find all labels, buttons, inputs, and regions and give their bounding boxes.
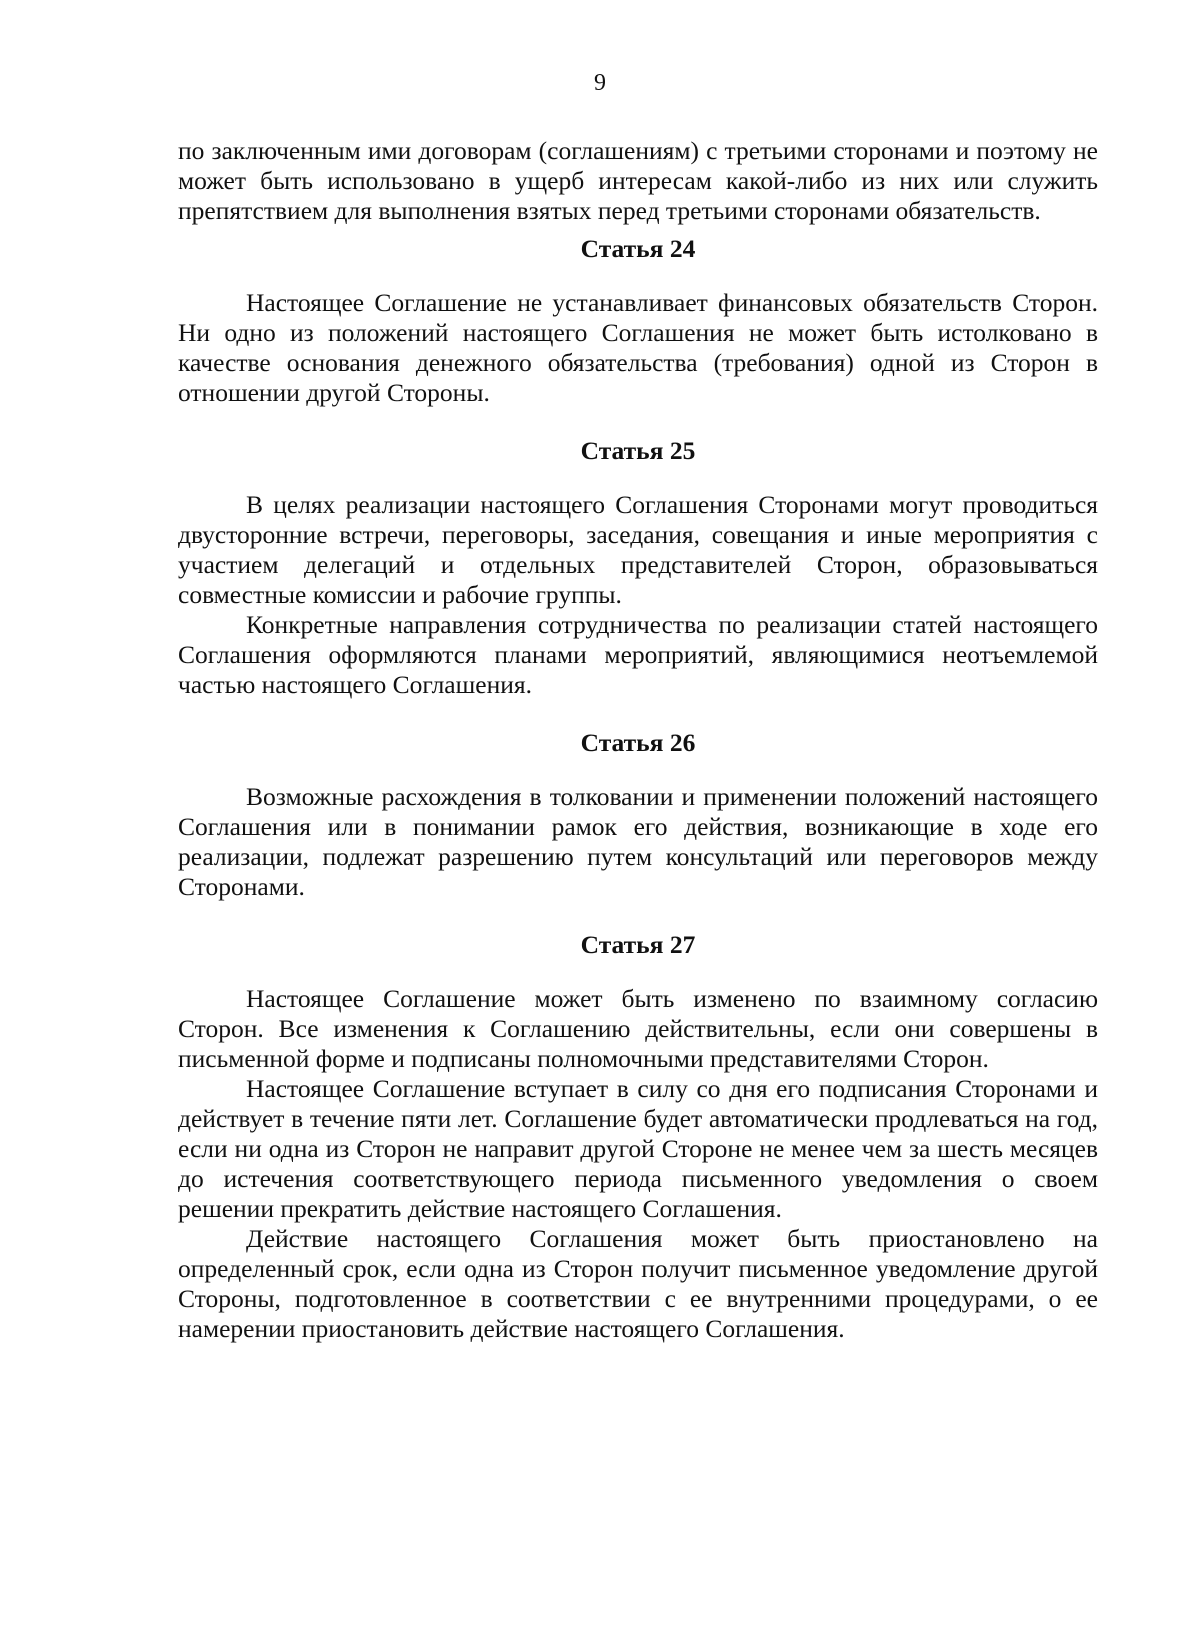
- article-24: [178, 234, 1098, 408]
- article-paragraph: Действие настоящего Соглашения может быть приостановлено на определенный срок, если одна из Сторон получит письменное уведомление другой Стороны, подготовленное в соответствии с ее внутренними процедурами, о ее намерении приостановить действие настоящего Соглашения.: [178, 1224, 1098, 1343]
- article-paragraph: Конкретные направления сотрудничества по реализации статей настоящего Соглашения оформляются планами мероприятий, являющимися неотъемлемой частью настоящего Соглашения.: [178, 610, 1098, 699]
- article-heading: Статья 26: [580, 728, 696, 757]
- document-body: [178, 136, 1098, 1344]
- article-paragraph: Настоящее Соглашение вступает в силу со дня его подписания Сторонами и действует в течение пяти лет. Соглашение будет автоматически продлеваться на год, если ни одна из Сторон не направит другой Стороне не менее чем за шесть месяцев до истечения соответствующего периода письменного уведомления о своем решении прекратить действие настоящего Соглашения.: [178, 1074, 1098, 1223]
- article-26: [178, 728, 1098, 902]
- article-heading: Статья 24: [580, 234, 696, 263]
- article-paragraph: Настоящее Соглашение не устанавливает финансовых обязательств Сторон. Ни одно из положений настоящего Соглашения не может быть истолковано в качестве основания денежного обязательства (требования) одной из Сторон в отношении другой Стороны.: [178, 288, 1098, 407]
- article-27: [178, 930, 1098, 1344]
- article-25: [178, 436, 1098, 700]
- article-heading: Статья 25: [580, 436, 696, 465]
- article-heading: Статья 27: [580, 930, 696, 959]
- opening-paragraph: по заключенным ими договорам (соглашениям) с третьими сторонами и поэтому не может быть использовано в ущерб интересам какой-либо из них или служить препятствием для выполнения взятых перед третьими сторонами обязательств.: [178, 136, 1098, 225]
- page-number: 9: [594, 70, 606, 96]
- article-paragraph: Настоящее Соглашение может быть изменено по взаимному согласию Сторон. Все изменения к Соглашению действительны, если они совершены в письменной форме и подписаны полномочными представителями Сторон.: [178, 984, 1098, 1073]
- article-paragraph: Возможные расхождения в толковании и применении положений настоящего Соглашения или в понимании рамок его действия, возникающие в ходе его реализации, подлежат разрешению путем консультаций или переговоров между Сторонами.: [178, 782, 1098, 901]
- article-paragraph: В целях реализации настоящего Соглашения Сторонами могут проводиться двусторонние встречи, переговоры, заседания, совещания и иные мероприятия с участием делегаций и отдельных представителей Сторон, образовываться совместные комиссии и рабочие группы.: [178, 490, 1098, 609]
